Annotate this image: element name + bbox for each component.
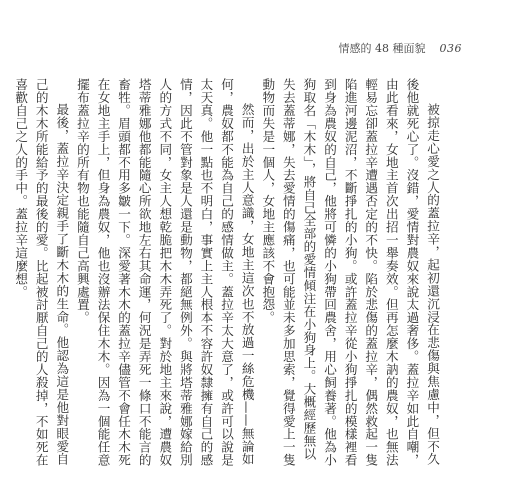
paragraph: 然而，出於主人意識，女地主這次也不放過一絲危機——無論如何，農奴都不能為自己的感情做主。蓋拉辛太大意了，或許可以說是太天真。他一點也不明白，事實上主人根本不容許奴隸擁有自己的感情，因此不管對象是人還是動物，都絕無例外。與將塔蒂雅娜嫁給別人的方式不同，女主人想乾脆把木木弄死了。對於地主來說，遭農奴塔蒂雅娜他都能隨心所欲地左右其命運，何況是弄死一條口不能言的畜牲。眉頭都不用多皺一下。深愛著木木的蓋拉辛儘管不會任木木死在女地主手上，但身為農奴，他也沒辦法保住木木。因為一個能任意擺布蓋拉辛的所有物也能隨自己高興處置。 (74, 78, 255, 467)
page-number: 036 (439, 42, 462, 55)
vertical-body-text (13, 78, 442, 470)
paragraph: 最後，蓋拉辛決定親手了斷木木的生命。他認為這是他對眼愛自己的木木所能給予的最後的愛。比起被討厭自己的人殺掉，不如死在喜歡自己之人的手中。蓋拉辛這麼想。 (13, 78, 70, 467)
running-header (339, 40, 463, 56)
paragraph: 被掠走心愛之人的蓋拉辛，起初還沉浸在悲傷與焦慮中，但不久後他就死心了。沒錯，愛情對農奴來說太過奢侈。蓋拉辛如此自嘲，由此看來，女地主首次出招一舉奏效。但再怎麼木訥的農奴，也無法輕易忘卻蓋拉辛遭遇否定的不快。陷於悲傷的蓋拉辛，偶然救起一隻陷進河邊泥沼，不斷掙扎的小狗。或許蓋拉辛從小狗掙扎的模樣裡看到身為農奴的自己，他將可憐的小狗帶回農舍，用心飼養著。他為小狗取名「木木」，將自己全部的愛情傾注在小狗身上。大概經歷無以失去蓋蒂娜，失去愛情的傷痛，也可能並未多加思索，覺得愛上一隻動物而失是一個人，女地主應該不會抱怨。 (260, 78, 440, 467)
book-title: 情感的 48 種面貌 (338, 42, 426, 55)
